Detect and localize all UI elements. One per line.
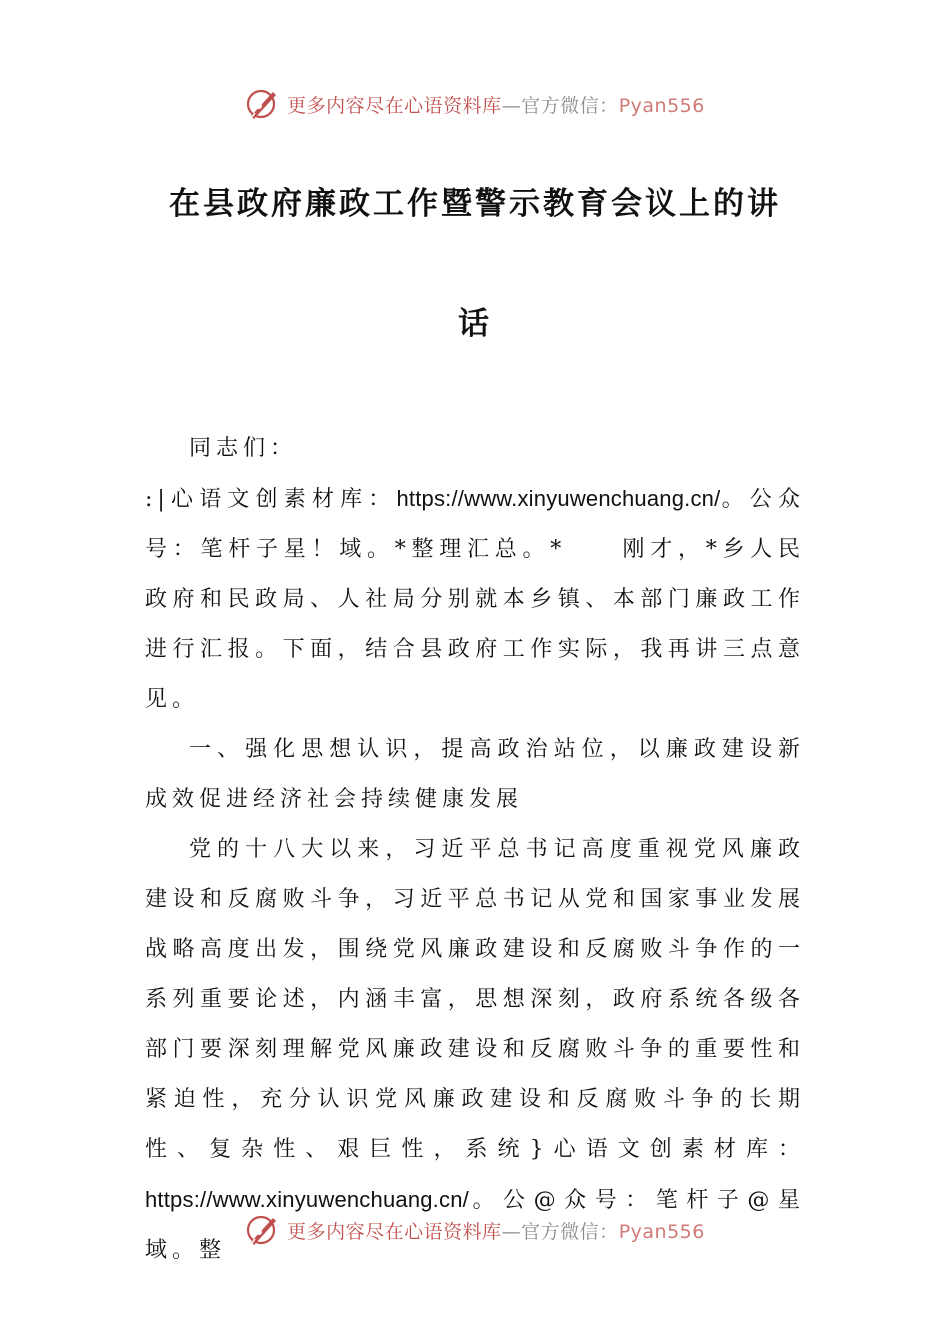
footer-banner <box>0 1210 950 1250</box>
header-banner <box>0 84 950 124</box>
pen-logo-icon <box>245 1212 281 1248</box>
document-body <box>145 424 805 1276</box>
source-link[interactable]: https://www.xinyuwenchuang.cn/ <box>145 1187 469 1212</box>
source-link[interactable]: https://www.xinyuwenchuang.cn/ <box>396 486 721 511</box>
document-title-line-2: 话 <box>458 306 492 342</box>
pen-logo-icon <box>245 86 281 122</box>
paragraph-section-1: 党的十八大以来，习近平总书记高度重视党风廉政建设和反腐败斗争，习近平总书记从党和国家事业发展战略高度出发，围绕党风廉政建设和反腐败斗争作的一系列重要论述，内涵丰富，思想深刻，政府系统各级各部门要深刻理解党风廉政建设和反腐败斗争的重要性和紧迫性，充分认识党风廉政建设和反腐败斗争的长期性、复杂性、艰巨性，系统}心语文创素材库：https://www.xinyuwenchuang.cn/。公@众号：笔杆子@星域。整 <box>145 837 805 1263</box>
banner-text: 更多内容尽在心语资料库—官方微信：Pyan556 <box>287 94 705 117</box>
document-title-line-1: 在县政府廉政工作暨警示教育会议上的讲 <box>169 186 781 222</box>
paragraph-intro: :|心语文创素材库：https://www.xinyuwenchuang.cn/。公众号：笔杆子星！域。*整理汇总。* 刚才，*乡人民政府和民政局、人社局分别就本乡镇、本部门廉政工作进行汇报。下面，结合县政府工作实际，我再讲三点意见。 <box>145 486 805 712</box>
banner-text: 更多内容尽在心语资料库—官方微信：Pyan556 <box>287 1220 705 1243</box>
salutation: 同志们： <box>189 436 298 461</box>
section-heading-1: 一、强化思想认识，提高政治站位，以廉政建设新成效促进经济社会持续健康发展 <box>145 737 805 812</box>
